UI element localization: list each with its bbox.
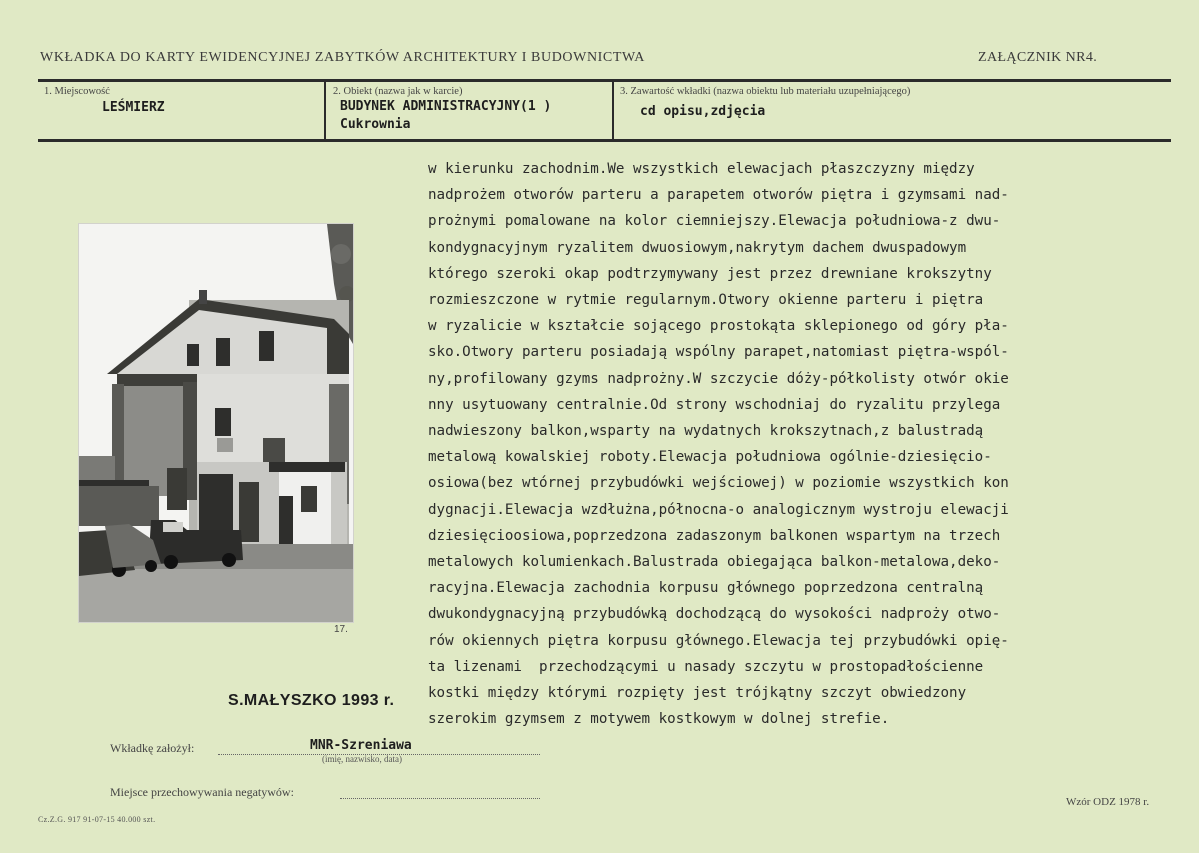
description-line: kostki między którymi rozpięty jest trójkątny szczyt obwiedzony <box>428 685 967 702</box>
print-info: Cz.Z.G. 917 91-07-15 40.000 szt. <box>38 815 156 824</box>
description-line: ta lizenami przechodzącymi u nasady szczytu w prostopadłościenne <box>428 658 984 675</box>
description-line: metalowych kolumienkach.Balustrada obiegająca balkon-metalowa,deko- <box>428 554 1001 571</box>
template-version: Wzór ODZ 1978 r. <box>1066 796 1150 808</box>
description-line: racyjna.Elewacja zachodnia korpusu głównego poprzedzona centralną <box>428 580 984 597</box>
negatives-location-label: Miejsce przechowywania negatywów: <box>110 785 294 799</box>
locality-label: 1. Miejscowość <box>44 86 110 97</box>
description-line: metalową kowalskiej roboty.Elewacja południowa ogólnie-dziesięcio- <box>428 449 992 466</box>
photographer-signature: S.MAŁYSZKO 1993 r. <box>228 692 395 709</box>
attachment-number: ZAŁĄCZNIK NR4. <box>978 50 1098 65</box>
column-divider <box>324 82 326 139</box>
description-line: dwukondygnacyjną przybudówką dochodzącą do wysokości nadproży otwo- <box>428 606 1001 623</box>
description-line: którego szeroki okap podtrzymywany jest przez drewniane krokszytny <box>428 265 992 282</box>
negatives-dotted-line <box>340 798 540 799</box>
description-line: osiowa(bez wtórnej przybudówki wejściowej) w poziomie wszystkich kon <box>428 475 1009 492</box>
description-line: dziesięcioosiowa,poprzedzona zadaszonym balkonen wspartym na trzech <box>428 527 1001 544</box>
content-value: cd opisu,zdjęcia <box>640 104 766 119</box>
description-line: w kierunku zachodnim.We wszystkich elewacjach płaszczyzny między <box>428 161 975 177</box>
created-by-hint: (imię, nazwisko, data) <box>322 754 402 764</box>
object-value-line1: BUDYNEK ADMINISTRACYJNY(1 ) <box>340 99 552 114</box>
description-line: w ryzalicie w kształcie sojącego prostokąta sklepionego od góry pła- <box>428 318 1009 335</box>
description-line: ny,profilowany gzyms nadprożny.W szczycie dóży-półkolisty otwór okie <box>428 370 1009 387</box>
description-line: prożnymi pomalowane na kolor ciemniejszy.Elewacja południowa-z dwu- <box>428 213 1001 230</box>
building-photograph <box>78 223 354 623</box>
description-line: nadprożem otworów parteru a parapetem otworów piętra i gzymsami nad- <box>428 187 1009 204</box>
top-rule <box>38 79 1171 82</box>
content-label: 3. Zawartość wkładki (nazwa obiektu lub materiału uzupełniającego) <box>620 86 911 97</box>
description-text <box>428 156 1128 732</box>
description-line: szerokim gzymsem z motywem kostkowym w dolnej strefie. <box>428 711 890 728</box>
created-by-label: Wkładkę założył: <box>110 741 195 755</box>
description-line: sko.Otwory parteru posiadają wspólny parapet,natomiast piętra-wspól- <box>428 344 1009 361</box>
object-label: 2. Obiekt (nazwa jak w karcie) <box>333 86 463 97</box>
column-divider <box>612 82 614 139</box>
locality-value: LEŚMIERZ <box>102 100 165 115</box>
form-title: WKŁADKA DO KARTY EWIDENCYJNEJ ZABYTKÓW ARCHITEKTURY I BUDOWNICTWA <box>40 50 645 65</box>
description-line: kondygnacyjnym ryzalitem dwuosiowym,nakrytym dachem dwuspadowym <box>428 239 967 256</box>
description-line: rów okiennych piętra korpusu głównego.Elewacja tej przybudówki opię- <box>428 632 1009 649</box>
object-value-line2: Cukrownia <box>340 117 411 132</box>
description-line: nadwieszony balkon,wsparty na wydatnych krokszytnach,z balustradą <box>428 423 984 440</box>
bottom-rule <box>38 139 1171 142</box>
photo-number: 17. <box>334 624 348 635</box>
description-line: rozmieszczone w rytmie regularnym.Otwory okienne parteru i piętra <box>428 292 984 309</box>
description-line: dygnacji.Elewacja wzdłużna,północna-o analogicznym wystroju elewacji <box>428 501 1009 518</box>
description-line: nny usytuowany centralnie.Od strony wschodniaj do ryzalitu przylega <box>428 396 1001 413</box>
created-by-value: MNR-Szreniawa <box>310 738 412 753</box>
